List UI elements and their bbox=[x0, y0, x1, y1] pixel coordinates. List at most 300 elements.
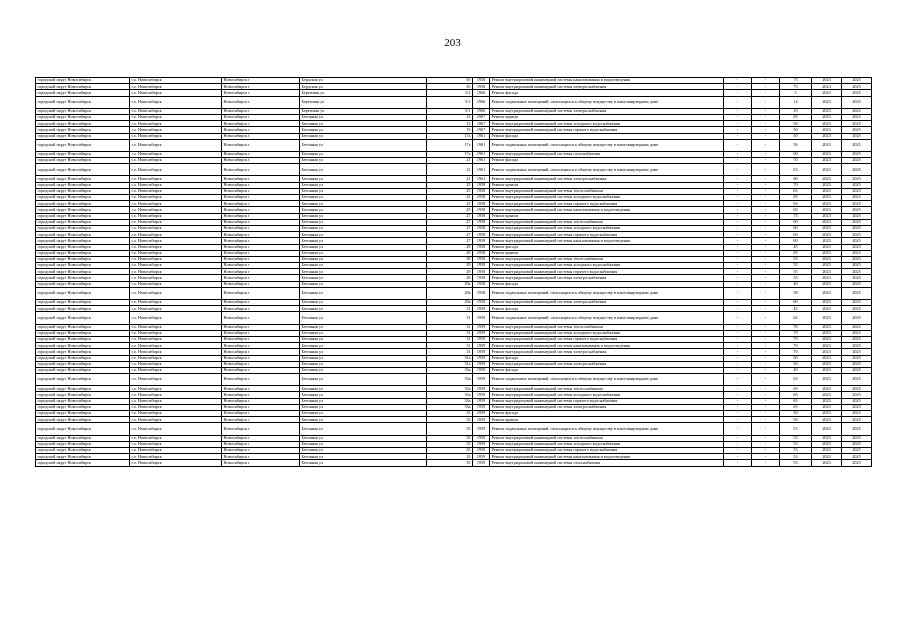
value-cell: 65 bbox=[780, 398, 812, 404]
build-year-cell: 1958 bbox=[473, 232, 490, 238]
blank-cell: - bbox=[752, 281, 780, 287]
start-year-cell: 2023 bbox=[812, 133, 842, 139]
blank-cell: - bbox=[724, 256, 752, 262]
end-year-cell: 2025 bbox=[842, 281, 872, 287]
blank-cell: - bbox=[724, 361, 752, 367]
blank-cell: - bbox=[752, 447, 780, 453]
city-cell: Новосибирск г bbox=[222, 312, 300, 324]
value-cell: 65 bbox=[780, 207, 812, 213]
street-cell: Бетонная ул bbox=[300, 195, 427, 201]
blank-cell: - bbox=[752, 392, 780, 398]
end-year-cell: 2025 bbox=[842, 386, 872, 392]
city-cell: Новосибирск г bbox=[222, 207, 300, 213]
city-cell: Новосибирск г bbox=[222, 343, 300, 349]
value-cell: 65 bbox=[780, 386, 812, 392]
build-year-cell: 1967 bbox=[473, 121, 490, 127]
work-type-cell: Ремонт подвальных помещений, относящихся к общему имуществу в многоквартирном доме bbox=[490, 164, 724, 176]
city-cell: Новосибирск г bbox=[222, 306, 300, 312]
district-cell: городской округ Новосибирск bbox=[36, 386, 130, 392]
house-number-cell: 35 bbox=[427, 447, 473, 453]
settlement-cell: г.о. Новосибирск bbox=[130, 108, 222, 114]
work-type-cell: Ремонт крыши bbox=[490, 182, 724, 188]
end-year-cell: 2025 bbox=[842, 454, 872, 460]
page-number: 203 bbox=[444, 37, 461, 49]
blank-cell: - bbox=[752, 349, 780, 355]
start-year-cell: 2023 bbox=[812, 336, 842, 342]
blank-cell: - bbox=[724, 84, 752, 90]
build-year-cell: 1961 bbox=[473, 139, 490, 151]
street-cell: Бетонная ул bbox=[300, 207, 427, 213]
work-type-cell: Ремонт внутридомовой инженерной системы электроснабжения bbox=[490, 361, 724, 367]
district-cell: городской округ Новосибирск bbox=[36, 176, 130, 182]
settlement-cell: г.о. Новосибирск bbox=[130, 90, 222, 96]
build-year-cell: 1958 bbox=[473, 287, 490, 299]
settlement-cell: г.о. Новосибирск bbox=[130, 312, 222, 324]
city-cell: Новосибирск г bbox=[222, 423, 300, 435]
start-year-cell: 2023 bbox=[812, 238, 842, 244]
table-row bbox=[36, 164, 872, 176]
value-cell: 40 bbox=[780, 281, 812, 287]
blank-cell: - bbox=[724, 238, 752, 244]
work-type-cell: Ремонт внутридомовой инженерной системы канализования и водоотведения bbox=[490, 238, 724, 244]
settlement-cell: г.о. Новосибирск bbox=[130, 374, 222, 386]
build-year-cell: 1958 bbox=[473, 256, 490, 262]
city-cell: Новосибирск г bbox=[222, 398, 300, 404]
street-cell: Бетонная ул bbox=[300, 343, 427, 349]
work-type-cell: Ремонт внутридомовой инженерной системы газоснабжения bbox=[490, 151, 724, 157]
city-cell: Новосибирск г bbox=[222, 121, 300, 127]
street-cell: Бетонная ул bbox=[300, 133, 427, 139]
work-type-cell: Ремонт внутридомовой инженерной системы электроснабжения bbox=[490, 108, 724, 114]
district-cell: городской округ Новосибирск bbox=[36, 441, 130, 447]
city-cell: Новосибирск г bbox=[222, 114, 300, 120]
house-number-cell: 5/1 bbox=[427, 96, 473, 108]
work-type-cell: Ремонт внутридомовой инженерной системы электроснабжения bbox=[490, 349, 724, 355]
blank-cell: - bbox=[724, 398, 752, 404]
blank-cell: - bbox=[724, 330, 752, 336]
start-year-cell: 2023 bbox=[812, 441, 842, 447]
value-cell: 60 bbox=[780, 219, 812, 225]
house-number-cell: 27 bbox=[427, 213, 473, 219]
blank-cell: - bbox=[752, 201, 780, 207]
blank-cell: - bbox=[752, 300, 780, 306]
end-year-cell: 2025 bbox=[842, 176, 872, 182]
start-year-cell: 2023 bbox=[812, 176, 842, 182]
house-number-cell: 29 bbox=[427, 244, 473, 250]
blank-cell: - bbox=[724, 121, 752, 127]
value-cell: 70 bbox=[780, 349, 812, 355]
blank-cell: - bbox=[724, 133, 752, 139]
value-cell: 65 bbox=[780, 404, 812, 410]
work-type-cell: Ремонт фасада bbox=[490, 306, 724, 312]
value-cell: 63 bbox=[780, 374, 812, 386]
work-type-cell: Ремонт внутридомовой инженерной системы холодного водоснабжения bbox=[490, 330, 724, 336]
district-cell: городской округ Новосибирск bbox=[36, 158, 130, 164]
house-number-cell: 27 bbox=[427, 225, 473, 231]
blank-cell: - bbox=[724, 225, 752, 231]
start-year-cell: 2023 bbox=[812, 96, 842, 108]
house-number-cell: 33а bbox=[427, 374, 473, 386]
build-year-cell: 1959 bbox=[473, 447, 490, 453]
city-cell: Новосибирск г bbox=[222, 404, 300, 410]
value-cell: 62 bbox=[780, 312, 812, 324]
work-type-cell: Ремонт внутридомовой инженерной системы электроснабжения bbox=[490, 275, 724, 281]
blank-cell: - bbox=[752, 287, 780, 299]
blank-cell: - bbox=[752, 219, 780, 225]
end-year-cell: 2025 bbox=[842, 121, 872, 127]
work-type-cell: Ремонт внутридомовой инженерной системы электроснабжения bbox=[490, 404, 724, 410]
value-cell: 45 bbox=[780, 244, 812, 250]
build-year-cell: 1958 bbox=[473, 269, 490, 275]
end-year-cell: 2025 bbox=[842, 127, 872, 133]
end-year-cell: 2025 bbox=[842, 361, 872, 367]
table-row bbox=[36, 287, 872, 299]
settlement-cell: г.о. Новосибирск bbox=[130, 182, 222, 188]
street-cell: Бетонная ул bbox=[300, 287, 427, 299]
city-cell: Новосибирск г bbox=[222, 447, 300, 453]
street-cell: Бетонная ул bbox=[300, 269, 427, 275]
end-year-cell: 2025 bbox=[842, 238, 872, 244]
settlement-cell: г.о. Новосибирск bbox=[130, 367, 222, 373]
settlement-cell: г.о. Новосибирск bbox=[130, 195, 222, 201]
value-cell: 40 bbox=[780, 367, 812, 373]
start-year-cell: 2023 bbox=[812, 151, 842, 157]
build-year-cell: 1958 bbox=[473, 281, 490, 287]
house-number-cell: 35 bbox=[427, 435, 473, 441]
district-cell: городской округ Новосибирск bbox=[36, 108, 130, 114]
street-cell: Бетонная ул bbox=[300, 355, 427, 361]
blank-cell: - bbox=[752, 336, 780, 342]
blank-cell: - bbox=[752, 435, 780, 441]
start-year-cell: 2023 bbox=[812, 306, 842, 312]
end-year-cell: 2025 bbox=[842, 195, 872, 201]
district-cell: городской округ Новосибирск bbox=[36, 96, 130, 108]
work-type-cell: Ремонт фасада bbox=[490, 158, 724, 164]
city-cell: Новосибирск г bbox=[222, 367, 300, 373]
district-cell: городской округ Новосибирск bbox=[36, 232, 130, 238]
city-cell: Новосибирск г bbox=[222, 392, 300, 398]
house-number-cell: 29 bbox=[427, 250, 473, 256]
district-cell: городской округ Новосибирск bbox=[36, 225, 130, 231]
street-cell: Бердская ул bbox=[300, 84, 427, 90]
house-number-cell: 29а bbox=[427, 281, 473, 287]
city-cell: Новосибирск г bbox=[222, 336, 300, 342]
house-number-cell: 17а bbox=[427, 133, 473, 139]
street-cell: Бетонная ул bbox=[300, 238, 427, 244]
blank-cell: - bbox=[752, 269, 780, 275]
city-cell: Новосибирск г bbox=[222, 441, 300, 447]
start-year-cell: 2023 bbox=[812, 423, 842, 435]
street-cell: Бетонная ул bbox=[300, 336, 427, 342]
build-year-cell: 1959 bbox=[473, 324, 490, 330]
street-cell: Бетонная ул bbox=[300, 176, 427, 182]
work-type-cell: Ремонт подвальных помещений, относящихся к общему имуществу в многоквартирном доме bbox=[490, 312, 724, 324]
build-year-cell: 1967 bbox=[473, 127, 490, 133]
build-year-cell: 1959 bbox=[473, 361, 490, 367]
value-cell: 60 bbox=[780, 151, 812, 157]
blank-cell: - bbox=[724, 447, 752, 453]
district-cell: городской округ Новосибирск bbox=[36, 336, 130, 342]
blank-cell: - bbox=[724, 454, 752, 460]
value-cell: 65 bbox=[780, 195, 812, 201]
settlement-cell: г.о. Новосибирск bbox=[130, 164, 222, 176]
work-type-cell: Ремонт внутридомовой инженерной системы холодного водоснабжения bbox=[490, 263, 724, 269]
settlement-cell: г.о. Новосибирск bbox=[130, 244, 222, 250]
street-cell: Бетонная ул bbox=[300, 441, 427, 447]
build-year-cell: 1958 bbox=[473, 182, 490, 188]
blank-cell: - bbox=[752, 324, 780, 330]
city-cell: Новосибирск г bbox=[222, 195, 300, 201]
street-cell: Бетонная ул bbox=[300, 158, 427, 164]
house-number-cell: 29а bbox=[427, 287, 473, 299]
end-year-cell: 2025 bbox=[842, 90, 872, 96]
build-year-cell: 1961 bbox=[473, 176, 490, 182]
city-cell: Новосибирск г bbox=[222, 349, 300, 355]
start-year-cell: 2023 bbox=[812, 195, 842, 201]
blank-cell: - bbox=[724, 423, 752, 435]
value-cell: 70 bbox=[780, 343, 812, 349]
start-year-cell: 2023 bbox=[812, 250, 842, 256]
house-number-cell: 25 bbox=[427, 207, 473, 213]
start-year-cell: 2023 bbox=[812, 287, 842, 299]
settlement-cell: г.о. Новосибирск bbox=[130, 84, 222, 90]
value-cell: 50 bbox=[780, 133, 812, 139]
work-type-cell: Ремонт внутридомовой инженерной системы горячего водоснабжения bbox=[490, 269, 724, 275]
start-year-cell: 2023 bbox=[812, 330, 842, 336]
settlement-cell: г.о. Новосибирск bbox=[130, 386, 222, 392]
street-cell: Бетонная ул bbox=[300, 201, 427, 207]
start-year-cell: 2023 bbox=[812, 158, 842, 164]
start-year-cell: 2023 bbox=[812, 256, 842, 262]
table-row bbox=[36, 96, 872, 108]
settlement-cell: г.о. Новосибирск bbox=[130, 232, 222, 238]
work-type-cell: Ремонт крыши bbox=[490, 417, 724, 423]
build-year-cell: 1959 bbox=[473, 411, 490, 417]
build-year-cell: 1959 bbox=[473, 398, 490, 404]
house-number-cell: 25 bbox=[427, 195, 473, 201]
blank-cell: - bbox=[724, 127, 752, 133]
work-type-cell: Ремонт внутридомовой инженерной системы теплоснабжения bbox=[490, 256, 724, 262]
start-year-cell: 2023 bbox=[812, 213, 842, 219]
build-year-cell: 1958 bbox=[473, 201, 490, 207]
work-type-cell: Ремонт фасада bbox=[490, 133, 724, 139]
value-cell: 53 bbox=[780, 423, 812, 435]
start-year-cell: 2023 bbox=[812, 312, 842, 324]
start-year-cell: 2023 bbox=[812, 219, 842, 225]
blank-cell: - bbox=[724, 417, 752, 423]
blank-cell: - bbox=[752, 182, 780, 188]
blank-cell: - bbox=[724, 263, 752, 269]
start-year-cell: 2023 bbox=[812, 417, 842, 423]
city-cell: Новосибирск г bbox=[222, 84, 300, 90]
district-cell: городской округ Новосибирск bbox=[36, 460, 130, 466]
blank-cell: - bbox=[724, 281, 752, 287]
house-number-cell: 25 bbox=[427, 182, 473, 188]
blank-cell: - bbox=[752, 139, 780, 151]
blank-cell: - bbox=[724, 349, 752, 355]
blank-cell: - bbox=[724, 139, 752, 151]
work-type-cell: Ремонт крыши bbox=[490, 250, 724, 256]
street-cell: Бетонная ул bbox=[300, 225, 427, 231]
street-cell: Бетонная ул bbox=[300, 330, 427, 336]
city-cell: Новосибирск г bbox=[222, 300, 300, 306]
street-cell: Бетонная ул bbox=[300, 398, 427, 404]
city-cell: Новосибирск г bbox=[222, 330, 300, 336]
settlement-cell: г.о. Новосибирск bbox=[130, 343, 222, 349]
street-cell: Бетонная ул bbox=[300, 244, 427, 250]
start-year-cell: 2023 bbox=[812, 281, 842, 287]
end-year-cell: 2025 bbox=[842, 263, 872, 269]
build-year-cell: 1959 bbox=[473, 404, 490, 410]
district-cell: городской округ Новосибирск bbox=[36, 454, 130, 460]
work-type-cell: Ремонт подвальных помещений, относящихся к общему имуществу в многоквартирном доме bbox=[490, 96, 724, 108]
street-cell: Бетонная ул bbox=[300, 392, 427, 398]
value-cell: 56 bbox=[780, 139, 812, 151]
blank-cell: - bbox=[752, 238, 780, 244]
build-year-cell: 1958 bbox=[473, 263, 490, 269]
settlement-cell: г.о. Новосибирск bbox=[130, 263, 222, 269]
value-cell: 53 bbox=[780, 454, 812, 460]
district-cell: городской округ Новосибирск bbox=[36, 139, 130, 151]
settlement-cell: г.о. Новосибирск bbox=[130, 398, 222, 404]
end-year-cell: 2025 bbox=[842, 275, 872, 281]
blank-cell: - bbox=[752, 250, 780, 256]
settlement-cell: г.о. Новосибирск bbox=[130, 404, 222, 410]
end-year-cell: 2025 bbox=[842, 256, 872, 262]
blank-cell: - bbox=[724, 250, 752, 256]
city-cell: Новосибирск г bbox=[222, 281, 300, 287]
city-cell: Новосибирск г bbox=[222, 108, 300, 114]
settlement-cell: г.о. Новосибирск bbox=[130, 139, 222, 151]
work-type-cell: Ремонт крыши bbox=[490, 213, 724, 219]
settlement-cell: г.о. Новосибирск bbox=[130, 454, 222, 460]
work-type-cell: Ремонт внутридомовой инженерной системы теплоснабжения bbox=[490, 435, 724, 441]
house-number-cell: 15 bbox=[427, 121, 473, 127]
work-type-cell: Ремонт внутридомовой инженерной системы теплоснабжения bbox=[490, 188, 724, 194]
start-year-cell: 2023 bbox=[812, 454, 842, 460]
end-year-cell: 2025 bbox=[842, 219, 872, 225]
blank-cell: - bbox=[752, 96, 780, 108]
value-cell: 55 bbox=[780, 256, 812, 262]
end-year-cell: 2025 bbox=[842, 188, 872, 194]
settlement-cell: г.о. Новосибирск bbox=[130, 447, 222, 453]
build-year-cell: 1959 bbox=[473, 312, 490, 324]
city-cell: Новосибирск г bbox=[222, 96, 300, 108]
value-cell: 70 bbox=[780, 330, 812, 336]
start-year-cell: 2023 bbox=[812, 349, 842, 355]
blank-cell: - bbox=[724, 441, 752, 447]
start-year-cell: 2023 bbox=[812, 232, 842, 238]
blank-cell: - bbox=[724, 287, 752, 299]
value-cell: 70 bbox=[780, 324, 812, 330]
build-year-cell: 1958 bbox=[473, 225, 490, 231]
house-number-cell: 31 bbox=[427, 343, 473, 349]
value-cell: 14 bbox=[780, 96, 812, 108]
district-cell: городской округ Новосибирск bbox=[36, 133, 130, 139]
street-cell: Бетонная ул bbox=[300, 306, 427, 312]
blank-cell: - bbox=[724, 244, 752, 250]
settlement-cell: г.о. Новосибирск bbox=[130, 306, 222, 312]
district-cell: городской округ Новосибирск bbox=[36, 287, 130, 299]
end-year-cell: 2025 bbox=[842, 232, 872, 238]
end-year-cell: 2025 bbox=[842, 201, 872, 207]
blank-cell: - bbox=[724, 78, 752, 84]
value-cell: 70 bbox=[780, 158, 812, 164]
end-year-cell: 2025 bbox=[842, 213, 872, 219]
house-number-cell: 29 bbox=[427, 263, 473, 269]
house-number-cell: 29а bbox=[427, 300, 473, 306]
city-cell: Новосибирск г bbox=[222, 151, 300, 157]
house-number-cell: 35 bbox=[427, 441, 473, 447]
work-type-cell: Ремонт фасада bbox=[490, 411, 724, 417]
blank-cell: - bbox=[724, 300, 752, 306]
street-cell: Бетонная ул bbox=[300, 423, 427, 435]
district-cell: городской округ Новосибирск bbox=[36, 84, 130, 90]
value-cell: 70 bbox=[780, 336, 812, 342]
house-number-cell: 15 bbox=[427, 114, 473, 120]
end-year-cell: 2025 bbox=[842, 78, 872, 84]
value-cell: 60 bbox=[780, 225, 812, 231]
end-year-cell: 2025 bbox=[842, 367, 872, 373]
end-year-cell: 2025 bbox=[842, 151, 872, 157]
value-cell: 65 bbox=[780, 392, 812, 398]
value-cell: 50 bbox=[780, 127, 812, 133]
blank-cell: - bbox=[752, 78, 780, 84]
settlement-cell: г.о. Новосибирск bbox=[130, 281, 222, 287]
end-year-cell: 2025 bbox=[842, 392, 872, 398]
work-type-cell: Ремонт фасада bbox=[490, 90, 724, 96]
house-number-cell: 25 bbox=[427, 201, 473, 207]
start-year-cell: 2023 bbox=[812, 121, 842, 127]
blank-cell: - bbox=[752, 176, 780, 182]
end-year-cell: 2025 bbox=[842, 207, 872, 213]
end-year-cell: 2025 bbox=[842, 441, 872, 447]
settlement-cell: г.о. Новосибирск bbox=[130, 121, 222, 127]
blank-cell: - bbox=[752, 374, 780, 386]
blank-cell: - bbox=[752, 213, 780, 219]
district-cell: городской округ Новосибирск bbox=[36, 127, 130, 133]
blank-cell: - bbox=[752, 404, 780, 410]
build-year-cell: 1966 bbox=[473, 90, 490, 96]
work-type-cell: Ремонт внутридомовой инженерной системы электроснабжения bbox=[490, 300, 724, 306]
work-type-cell: Ремонт крыши bbox=[490, 114, 724, 120]
end-year-cell: 2025 bbox=[842, 330, 872, 336]
blank-cell: - bbox=[724, 188, 752, 194]
work-type-cell: Ремонт внутридомовой инженерной системы теплоснабжения bbox=[490, 324, 724, 330]
table-row bbox=[36, 139, 872, 151]
capital-repair-table bbox=[35, 77, 872, 467]
build-year-cell: 1961 bbox=[473, 133, 490, 139]
blank-cell: - bbox=[724, 355, 752, 361]
blank-cell: - bbox=[724, 164, 752, 176]
end-year-cell: 2025 bbox=[842, 355, 872, 361]
house-number-cell: 3б bbox=[427, 84, 473, 90]
build-year-cell: 1959 bbox=[473, 386, 490, 392]
house-number-cell: 5/1 bbox=[427, 90, 473, 96]
end-year-cell: 2025 bbox=[842, 374, 872, 386]
blank-cell: - bbox=[752, 460, 780, 466]
settlement-cell: г.о. Новосибирск bbox=[130, 269, 222, 275]
district-cell: городской округ Новосибирск bbox=[36, 164, 130, 176]
start-year-cell: 2023 bbox=[812, 139, 842, 151]
settlement-cell: г.о. Новосибирск bbox=[130, 330, 222, 336]
blank-cell: - bbox=[752, 151, 780, 157]
street-cell: Бетонная ул bbox=[300, 182, 427, 188]
blank-cell: - bbox=[724, 404, 752, 410]
settlement-cell: г.о. Новосибирск bbox=[130, 219, 222, 225]
street-cell: Бетонная ул bbox=[300, 213, 427, 219]
work-type-cell: Ремонт внутридомовой инженерной системы теплоснабжения bbox=[490, 386, 724, 392]
